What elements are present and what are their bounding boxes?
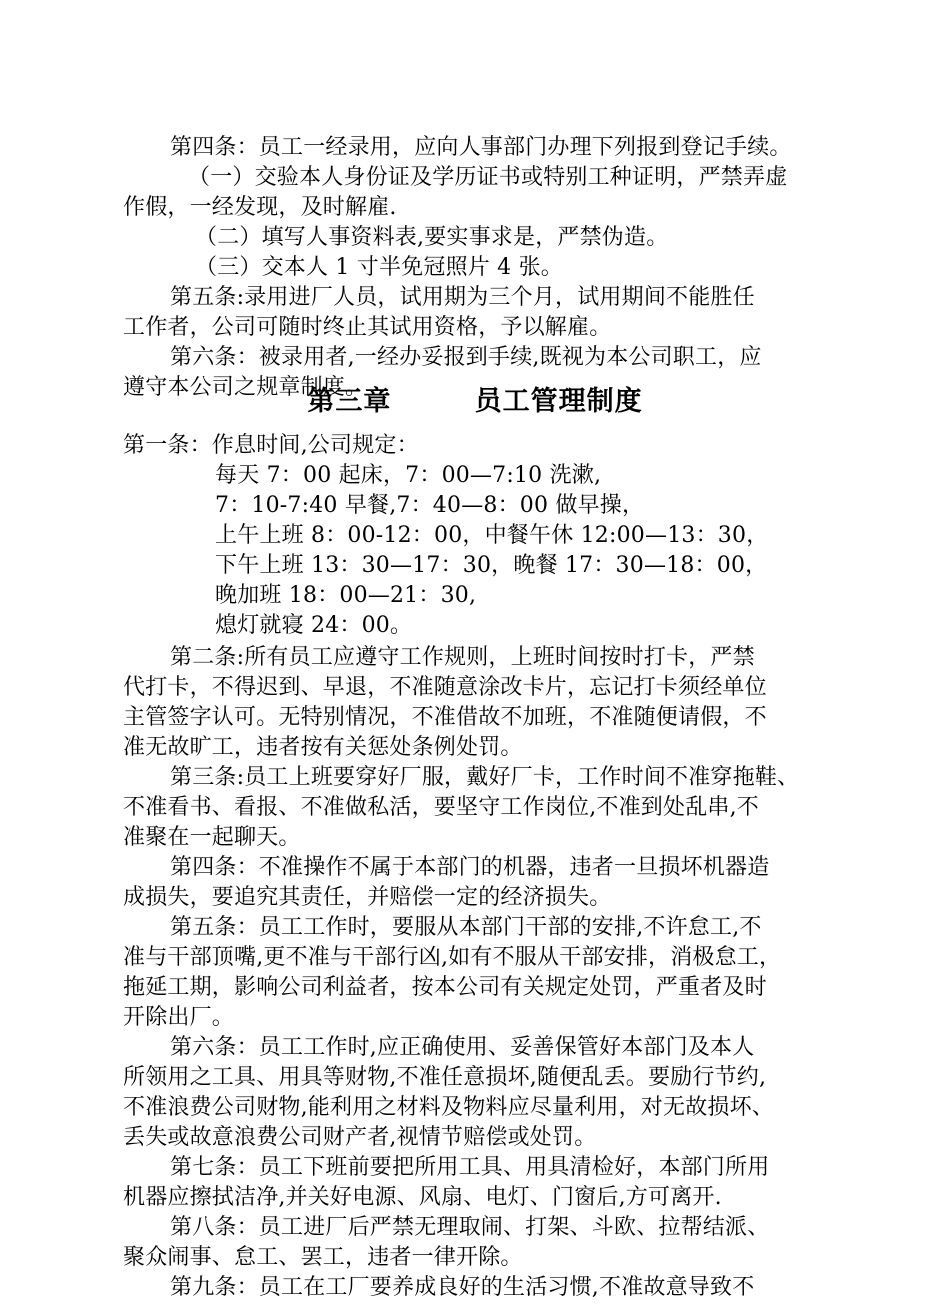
article-4-item-1-line-1: （一）交验本人身份证及学历证书或特别工种证明，严禁弄虚 [188, 165, 788, 190]
paragraph-line: 丢失或故意浪费公司财产者,视情节赔偿或处罚。 [123, 1125, 597, 1150]
paragraph-line: 机器应擦拭洁净,并关好电源、风扇、电灯、门窗后,方可离开. [123, 1185, 722, 1210]
paragraph-line: 准聚在一起聊天。 [123, 825, 301, 850]
paragraph-line: 第四条：不准操作不属于本部门的机器，违者一旦损坏机器造 [170, 855, 770, 880]
article-4-line-1: 第四条：员工一经录用，应向人事部门办理下列报到登记手续。 [170, 135, 792, 160]
paragraph-line: 成损失，要追究其责任，并赔偿一定的经济损失。 [123, 885, 612, 910]
schedule-title: 第一条：作息时间,公司规定： [123, 433, 419, 458]
paragraph-line: 聚众闹事、怠工、罢工，违者一律开除。 [123, 1245, 523, 1270]
paragraph-line: 不准看书、看报、不准做私活，要坚守工作岗位,不准到处乱串,不 [123, 795, 759, 820]
paragraph-line: 第二条:所有员工应遵守工作规则，上班时间按时打卡，严禁 [170, 645, 755, 670]
schedule-item: 晚加班 18：00—21：30, [215, 583, 477, 608]
paragraph-line: 不准浪费公司财物,能利用之材料及物料应尽量利用，对无故损坏、 [123, 1095, 774, 1120]
paragraph-line: 开除出厂。 [123, 1005, 235, 1030]
article-6-line-2: 遵守本公司之规章制度。 [123, 375, 368, 400]
paragraph-line: 第六条：员工工作时,应正确使用、妥善保管好本部门及本人 [170, 1035, 755, 1060]
paragraph-line: 准无故旷工，违者按有关惩处条例处罚。 [123, 735, 523, 760]
article-4-item-2: （二）填写人事资料表,要实事求是，严禁伪造。 [195, 225, 669, 250]
paragraph-line: 拖延工期，影响公司利益者，按本公司有关规定处罚，严重者及时 [123, 975, 767, 1000]
paragraph-line: 第七条：员工下班前要把所用工具、用具清检好，本部门所用 [170, 1155, 770, 1180]
chapter-heading: 第三章 员工管理制度 [307, 386, 643, 417]
schedule-item: 上午上班 8：00-12：00，中餐午休 12:00—13：30， [215, 523, 769, 548]
paragraph-line: 第三条:员工上班要穿好厂服，戴好厂卡，工作时间不准穿拖鞋、 [170, 765, 800, 790]
schedule-item: 下午上班 13：30—17：30，晚餐 17：30—18：00， [215, 553, 768, 578]
paragraph-line: 所领用之工具、用具等财物,不准任意损坏,随便乱丢。要励行节约, [123, 1065, 767, 1090]
article-5-line-1: 第五条:录用进厂人员，试用期为三个月，试用期间不能胜任 [170, 285, 755, 310]
schedule-item: 每天 7：00 起床，7：00—7:10 洗漱, [215, 463, 602, 488]
paragraph-line: 第五条：员工工作时，要服从本部门干部的安排,不许怠工,不 [170, 915, 762, 940]
paragraph-line: 第九条：员工在工厂要养成良好的生活习惯,不准故意导致不 [170, 1275, 755, 1300]
paragraph-line: 代打卡，不得迟到、早退，不准随意涂改卡片，忘记打卡须经单位 [123, 675, 767, 700]
schedule-item: 熄灯就寝 24：00。 [215, 613, 413, 638]
paragraph-line: 准与干部顶嘴,更不准与干部行凶,如有不服从干部安排，消极怠工， [123, 945, 782, 970]
article-4-item-3: （三）交本人 1 寸半免冠照片 4 张。 [195, 255, 563, 280]
article-6-line-1: 第六条：被录用者,一经办妥报到手续,既视为本公司职工，应 [170, 345, 762, 370]
article-4-item-1-line-2: 作假，一经发现，及时解雇. [123, 195, 397, 220]
schedule-item: 7：10-7:40 早餐,7：40—8：00 做早操， [215, 493, 645, 518]
paragraph-line: 主管签字认可。无特别情况，不准借故不加班，不准随便请假，不 [123, 705, 767, 730]
paragraph-line: 第八条：员工进厂后严禁无理取闹、打架、斗欧、拉帮结派、 [170, 1215, 770, 1240]
article-5-line-2: 工作者，公司可随时终止其试用资格，予以解雇。 [123, 315, 612, 340]
